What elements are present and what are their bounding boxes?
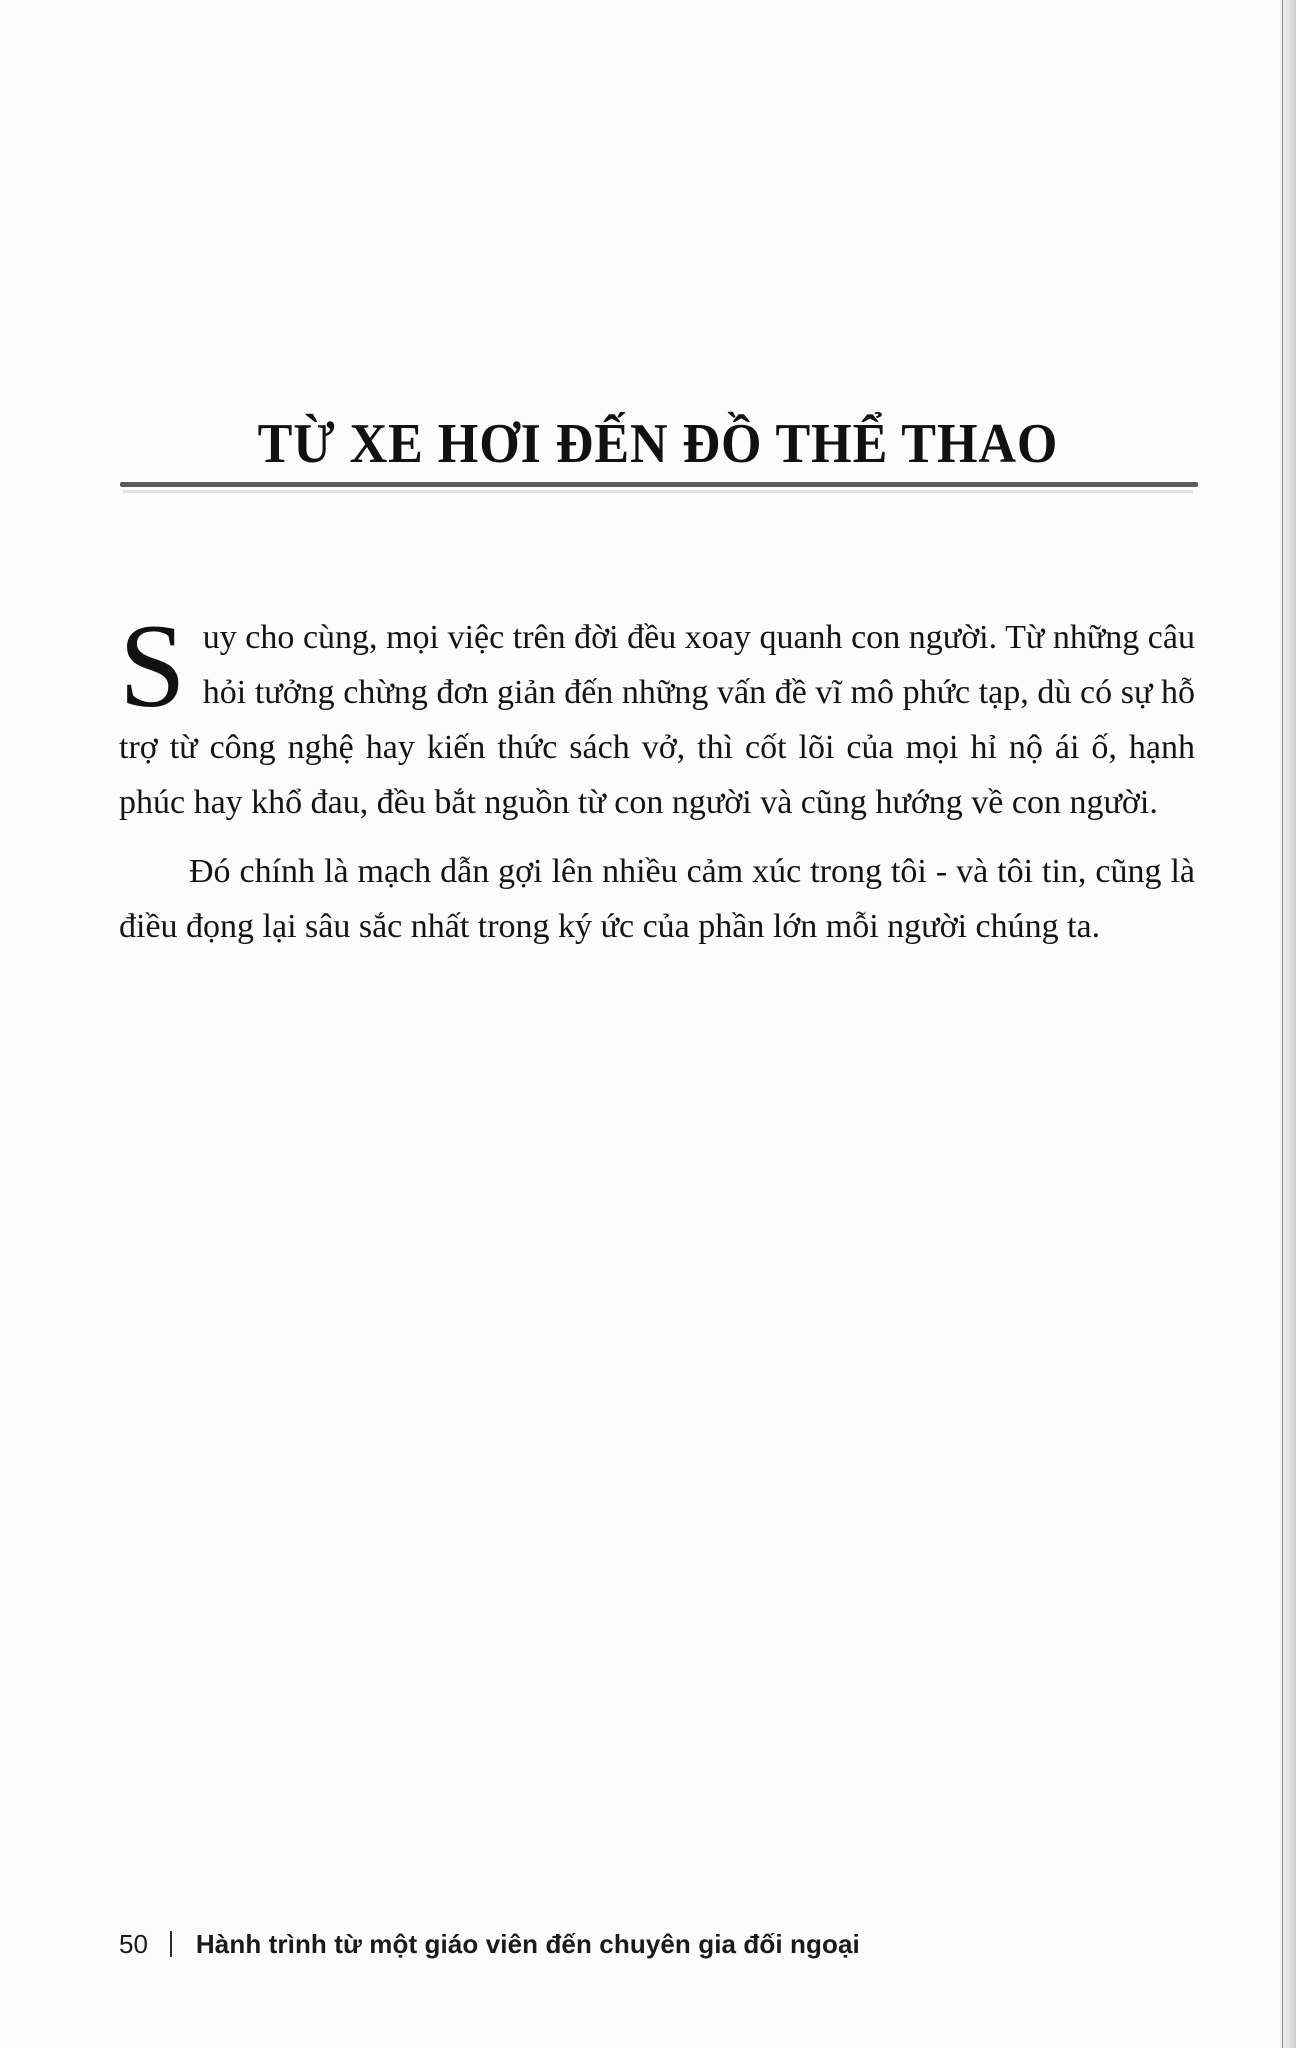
paragraph-1-text: uy cho cùng, mọi việc trên đời đều xoay quanh con người. Từ những câu hỏi tưởng chừng đơn giản đến những vấn đề vĩ mô phức tạp, dù có sự hỗ trợ từ công nghệ hay kiến thức sách vở, thì cốt lõi của mọi hỉ nộ ái ố, hạnh phúc hay khổ đau, đều bắt nguồn từ con người và cũng hướng về con người.	[119, 619, 1195, 821]
page-edge-line	[1282, 0, 1283, 2048]
running-book-title: Hành trình từ một giáo viên đến chuyên gia đối ngoại	[195, 1928, 860, 1959]
paragraph-2	[119, 844, 1195, 954]
title-underline-shadow	[123, 490, 1193, 493]
page-number: 50	[119, 1928, 148, 1959]
title-underline-rule	[120, 482, 1198, 487]
chapter-body	[119, 599, 1195, 954]
drop-cap-letter: S	[119, 599, 186, 732]
chapter-title: TỪ XE HƠI ĐẾN ĐỒ THỂ THAO	[257, 412, 1059, 475]
footer-separator	[170, 1931, 172, 1957]
page-footer	[119, 1924, 860, 1964]
paragraph-2-text: Đó chính là mạch dẫn gợi lên nhiều cảm xúc trong tôi - và tôi tin, cũng là điều đọng lại sâu sắc nhất trong ký ức của phần lớn mỗi người chúng ta.	[119, 853, 1195, 945]
paragraph-1	[119, 599, 1195, 830]
